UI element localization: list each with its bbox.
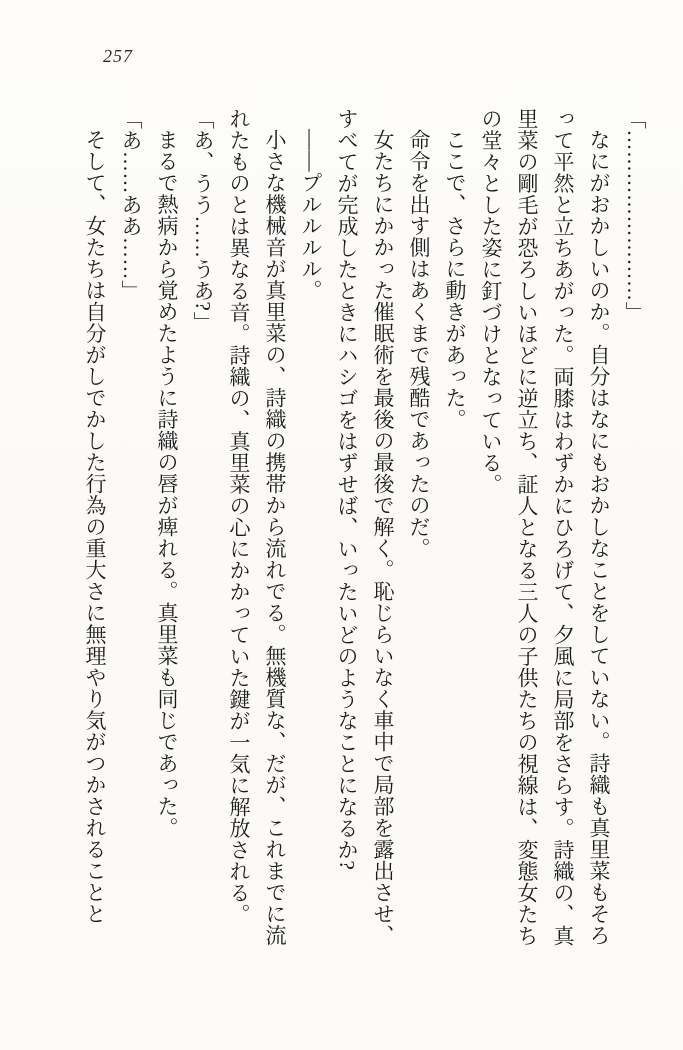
paragraph: ここで、さらに動きがあった。 <box>443 129 467 430</box>
body-text <box>77 108 653 960</box>
paragraph: 女たちにかかった催眠術を最後の最後で解く。恥じらいなく車中で局部を露出させ、すべてが完成したときにハシゴをはずせば、いったいどのようなことになるか? <box>335 108 395 946</box>
paragraph: なにがおかしいのか。自分はなにもおかしなことをしていない。詩織も真里菜もそろって平然と立ちあがった。両膝はわずかにひろげて、夕風に局部をさらす。詩織の、真里菜の剛毛が恐ろしいほどに逆立ち、証人となる三人の子供たちの視線は、変態女たちの堂々とした姿に釘づけとなっている。 <box>479 108 611 947</box>
paragraph: そして、女たちは自分がしでかした行為の重大さに無理やり気がつかされることと <box>83 129 107 925</box>
paragraph: ――プルルルル。 <box>299 129 323 301</box>
paragraph: 「あ……ああ……」 <box>119 108 143 302</box>
paragraph: 命令を出す側はあくまで残酷であったのだ。 <box>407 129 431 559</box>
paragraph: 「……………………」 <box>623 108 647 323</box>
paragraph: 「あ、うう……うあ?」 <box>191 108 215 333</box>
paragraph: まるで熱病から覚めたように詩織の唇が痺れる。真里菜も同じであった。 <box>155 129 179 839</box>
page-number: 257 <box>103 46 133 66</box>
paragraph: 小さな機械音が真里菜の、詩織の携帯から流れでる。無機質な、だが、これまでに流れたものとは異なる音。詩織の、真里菜の心にかかっていた鍵が一気に解放される。 <box>227 108 287 946</box>
